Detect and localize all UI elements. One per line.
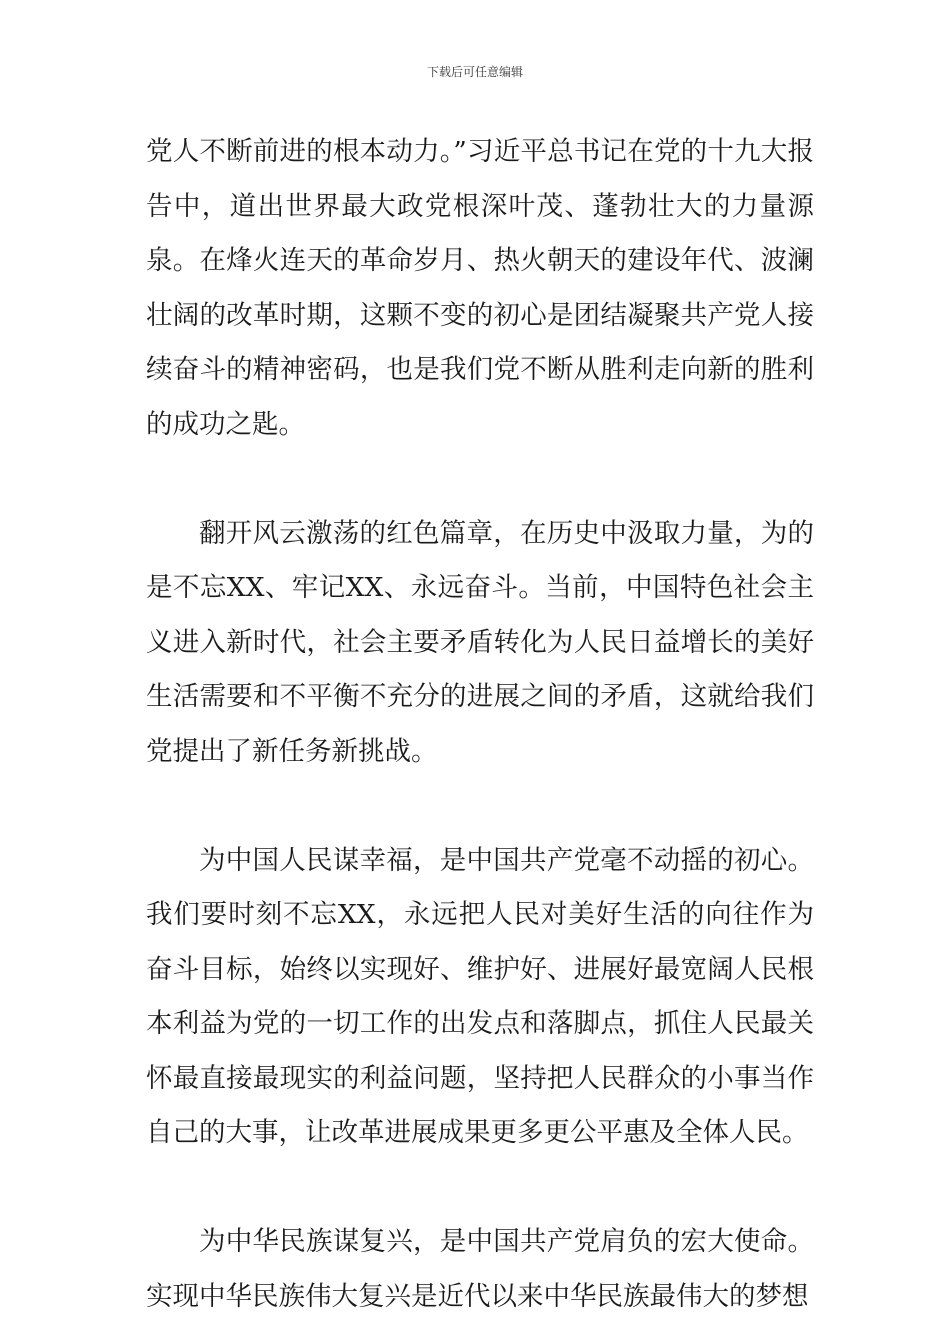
paragraph-2: 翻开风云激荡的红色篇章，在历史中汲取力量，为的是不忘XX、牢记XX、永远奋斗。当前，中国特色社会主义进入新时代，社会主要矛盾转化为人民日益增长的美好生活需要和不平衡不充分的进展之间的矛盾，这就给我们党提出了新任务新挑战。 [146, 517, 814, 767]
paragraph-3: 为中国人民谋幸福，是中国共产党毫不动摇的初心。我们要时刻不忘XX，永远把人民对美好生活的向往作为奋斗目标，始终以实现好、维护好、进展好最宽阔人民根本利益为党的一切工作的出发点和落脚点，抓住人民最关怀最直接最现实的利益问题，坚持把人民群众的小事当作自己的大事，让改革进展成果更多更公平惠及全体人民。 [146, 844, 814, 1148]
document-body [146, 125, 814, 1324]
page-header: 下载后可任意编辑 [426, 65, 523, 79]
paragraph-spacer [146, 1161, 814, 1216]
paragraph-1: 党人不断前进的根本动力。”习近平总书记在党的十九大报告中，道出世界最大政党根深叶茂、蓬勃壮大的力量源泉。在烽火连天的革命岁月、热火朝天的建设年代、波澜壮阔的改革时期，这颗不变的初心是团结凝聚共产党人接续奋斗的精神密码，也是我们党不断从胜利走向新的胜利的成功之匙。 [146, 136, 814, 440]
paragraph-4: 为中华民族谋复兴，是中国共产党肩负的宏大使命。实现中华民族伟大复兴是近代以来中华民族最伟大的梦想 [146, 1226, 814, 1312]
paragraph-spacer [146, 779, 814, 834]
paragraph-spacer [146, 452, 814, 507]
